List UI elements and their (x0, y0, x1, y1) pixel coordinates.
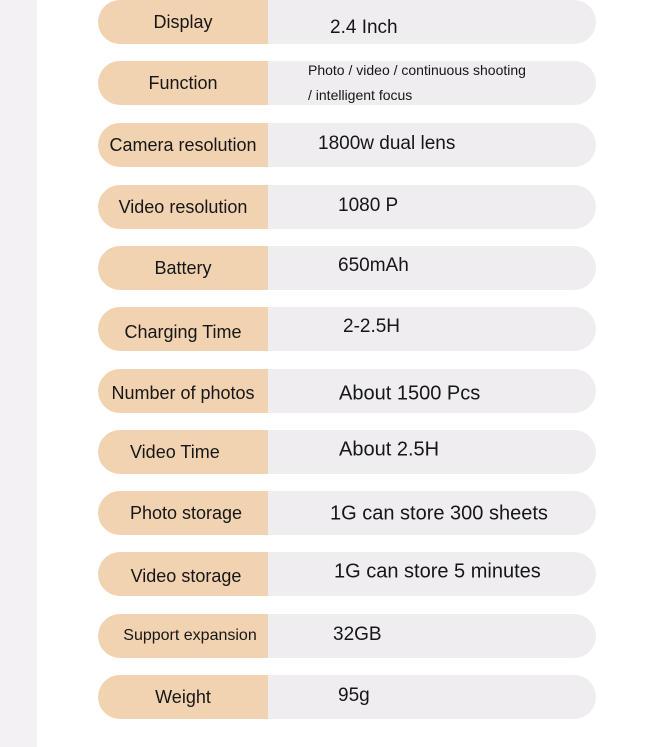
spec-row-video-time (98, 430, 596, 474)
spec-value: 2.4 Inch (330, 17, 398, 38)
spec-value: 32GB (333, 624, 382, 645)
spec-label: Support expansion (98, 614, 268, 658)
spec-row-video-resolution (98, 185, 596, 229)
spec-value: About 2.5H (339, 438, 440, 461)
spec-label: Video Time (98, 430, 268, 474)
spec-row-function (98, 61, 596, 105)
spec-value: 1080 P (338, 195, 399, 216)
spec-row-battery (98, 246, 596, 290)
spec-row-weight (98, 675, 596, 719)
spec-value: 1G can store 5 minutes (334, 560, 541, 583)
spec-value-cell (268, 552, 596, 596)
spec-row-display (98, 0, 596, 44)
spec-value: 1G can store 300 sheets (330, 502, 548, 525)
spec-label: Function (98, 61, 268, 105)
spec-value-cell (268, 307, 596, 351)
spec-label: Photo storage (98, 491, 268, 535)
spec-value: 650mAh (338, 255, 409, 276)
spec-row-charging-time (98, 307, 596, 351)
spec-value-cell (268, 491, 596, 535)
spec-label: Display (98, 0, 268, 44)
spec-label: Video resolution (98, 185, 268, 229)
spec-value: 95g (338, 685, 370, 706)
spec-row-camera-resolution (98, 123, 596, 167)
spec-value (308, 61, 526, 105)
spec-value: 1800w dual lens (318, 133, 456, 154)
spec-value-cell (268, 675, 596, 719)
spec-row-video-storage (98, 552, 596, 596)
spec-value: About 1500 Pcs (339, 382, 481, 405)
spec-row-photo-storage (98, 491, 596, 535)
spec-value-cell (268, 369, 596, 413)
spec-value-line-2: / intelligent focus (308, 87, 413, 103)
spec-value-cell (268, 185, 596, 229)
spec-label: Number of photos (98, 369, 268, 413)
spec-value-cell (268, 614, 596, 658)
spec-value-cell (268, 0, 596, 44)
spec-value-cell (268, 61, 596, 105)
spec-value-cell (268, 123, 596, 167)
spec-row-number-of-photos (98, 369, 596, 413)
spec-label: Charging Time (98, 307, 268, 351)
spec-value-cell (268, 246, 596, 290)
spec-row-support-expansion (98, 614, 596, 658)
spec-value: 2-2.5H (343, 316, 401, 337)
spec-value-line-1: Photo / video / continuous shooting (308, 62, 526, 78)
spec-label: Battery (98, 246, 268, 290)
spec-value-cell (268, 430, 596, 474)
spec-label: Camera resolution (98, 123, 268, 167)
spec-label: Weight (98, 675, 268, 719)
spec-label: Video storage (98, 552, 268, 596)
